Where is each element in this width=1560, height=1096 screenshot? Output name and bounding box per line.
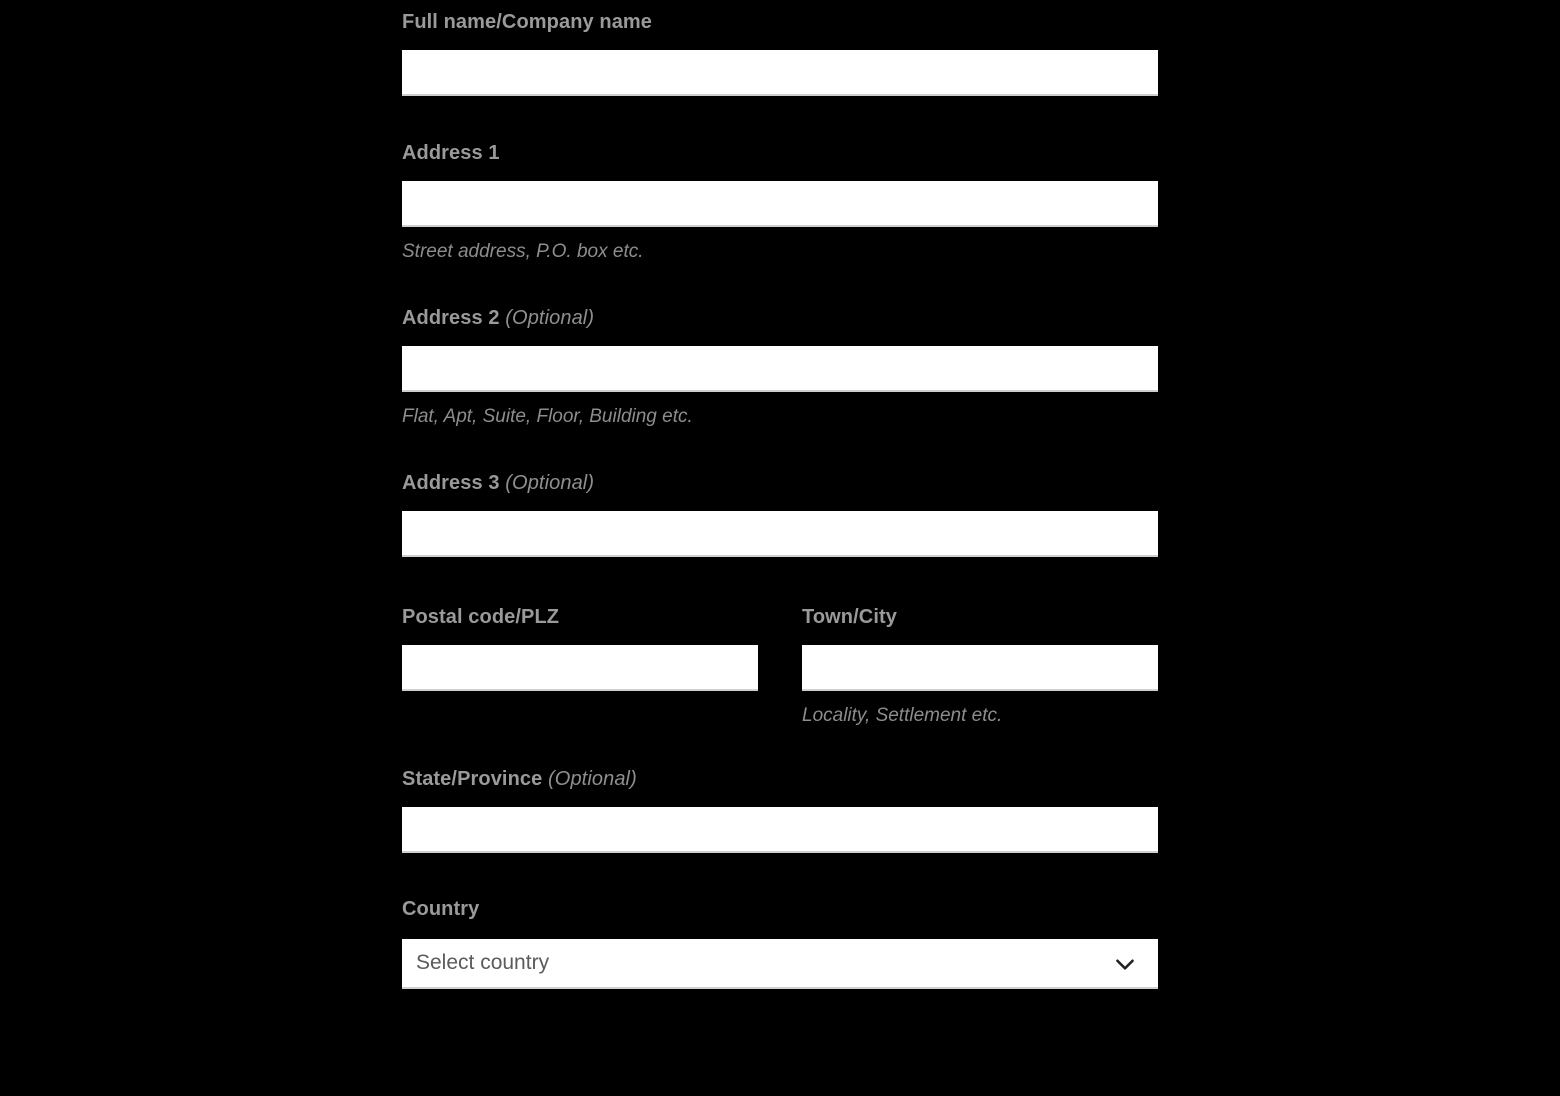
field-group-address-3 bbox=[402, 471, 1158, 557]
label-full-name-text: Full name/Company name bbox=[402, 11, 653, 33]
address-3-input[interactable] bbox=[402, 511, 1158, 557]
label-address-1-text: Address 1 bbox=[402, 142, 500, 164]
label-country-text: Country bbox=[402, 898, 480, 921]
field-row-postal-town bbox=[402, 605, 1158, 728]
label-state-province-text: State/Province bbox=[402, 768, 543, 791]
label-address-3-text: Address 3 bbox=[402, 471, 500, 494]
label-postal-code-text: Postal code/PLZ bbox=[402, 605, 560, 628]
field-group-state-province bbox=[402, 767, 1158, 853]
hint-address-1: Street address, P.O. box etc. bbox=[402, 241, 644, 262]
hint-address-2: Flat, Apt, Suite, Floor, Building etc. bbox=[402, 405, 693, 427]
hint-town-city: Locality, Settlement etc. bbox=[802, 704, 1003, 726]
label-address-2-text: Address 2 bbox=[402, 306, 500, 329]
chevron-down-icon bbox=[1112, 951, 1138, 977]
label-address-1 bbox=[402, 141, 1158, 165]
label-full-name bbox=[402, 10, 1158, 34]
postal-code-input[interactable] bbox=[402, 645, 758, 691]
address-form bbox=[402, 0, 1158, 989]
field-group-address-2 bbox=[402, 306, 1158, 429]
state-province-input[interactable] bbox=[402, 807, 1158, 853]
label-state-province-optional: (Optional) bbox=[548, 768, 637, 791]
label-address-2-optional: (Optional) bbox=[505, 306, 595, 329]
country-select-value[interactable]: Select country bbox=[402, 939, 1158, 989]
label-country bbox=[402, 897, 1158, 921]
field-group-country bbox=[402, 897, 1158, 989]
field-group-address-1 bbox=[402, 141, 1158, 264]
label-state-province bbox=[402, 767, 1158, 791]
label-postal-code bbox=[402, 605, 758, 629]
town-city-input[interactable] bbox=[802, 645, 1158, 691]
field-group-town-city bbox=[802, 605, 1158, 728]
field-group-full-name bbox=[402, 10, 1158, 96]
label-address-3 bbox=[402, 471, 1158, 495]
label-town-city bbox=[802, 605, 1158, 629]
country-select[interactable] bbox=[402, 939, 1158, 989]
label-address-3-optional: (Optional) bbox=[505, 471, 595, 494]
address-1-input[interactable] bbox=[402, 181, 1158, 227]
label-town-city-text: Town/City bbox=[802, 605, 897, 628]
address-2-input[interactable] bbox=[402, 346, 1158, 392]
field-group-postal-code bbox=[402, 605, 758, 728]
full-name-input[interactable] bbox=[402, 50, 1158, 96]
label-address-2 bbox=[402, 306, 1158, 330]
